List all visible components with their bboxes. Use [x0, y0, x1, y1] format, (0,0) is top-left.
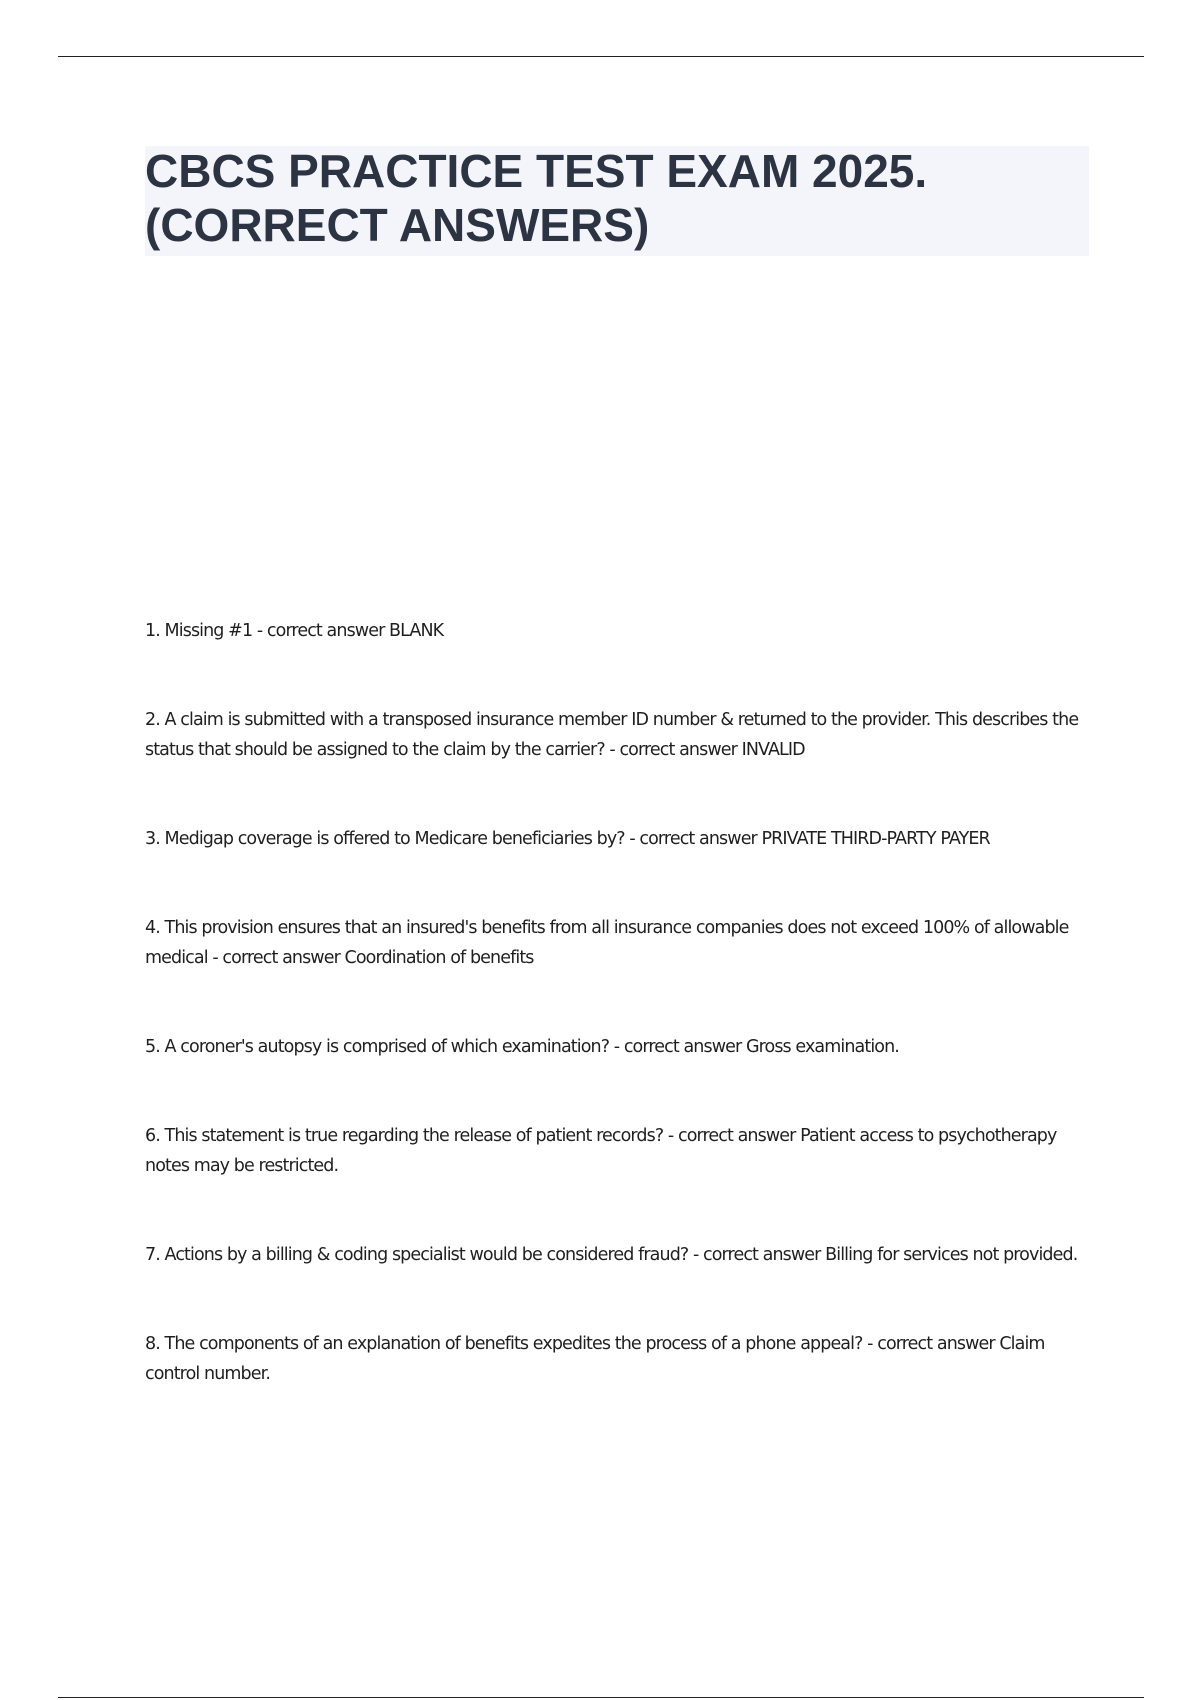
title-line-1: CBCS PRACTICE TEST EXAM 2025. — [145, 145, 928, 197]
question-list — [145, 616, 1095, 1448]
page-title — [145, 144, 1089, 252]
question-item: 5. A coroner's autopsy is comprised of which examination? - correct answer Gross examination. — [145, 1037, 899, 1057]
title-line-2: (CORRECT ANSWERS) — [145, 199, 650, 251]
question-item: 2. A claim is submitted with a transposed insurance member ID number & returned to the provider. This describes the status that should be assigned to the claim by the carrier? - correct answer INVALID — [145, 710, 1079, 760]
question-item: 1. Missing #1 - correct answer BLANK — [145, 621, 444, 641]
top-rule — [58, 56, 1144, 57]
question-item: 7. Actions by a billing & coding specialist would be considered fraud? - correct answer Billing for services not provided. — [145, 1245, 1078, 1265]
question-item: 8. The components of an explanation of benefits expedites the process of a phone appeal? - correct answer Claim control number. — [145, 1334, 1045, 1384]
question-item: 4. This provision ensures that an insured's benefits from all insurance companies does not exceed 100% of allowable medical - correct answer Coordination of benefits — [145, 918, 1069, 968]
question-item: 6. This statement is true regarding the release of patient records? - correct answer Patient access to psychotherapy notes may be restricted. — [145, 1126, 1057, 1176]
question-item: 3. Medigap coverage is offered to Medicare beneficiaries by? - correct answer PRIVATE THIRD-PARTY PAYER — [145, 829, 990, 849]
bottom-rule — [58, 1697, 1144, 1698]
